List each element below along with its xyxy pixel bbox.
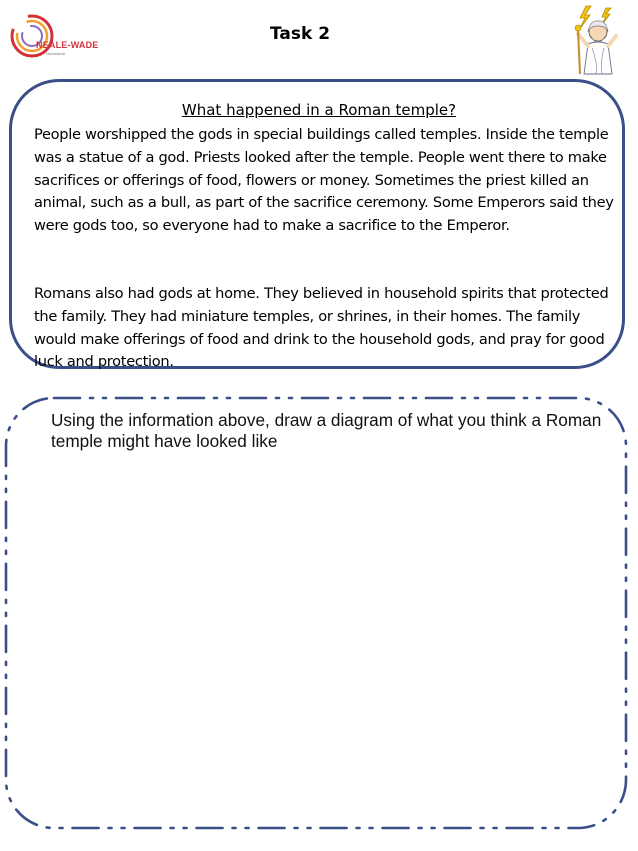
info-paragraph-household-gods: Romans also had gods at home. They believed in household spirits that protected the family. They had miniature temples, or shrines, in their homes. The family would make offerings of food and drink to the household gods, and pray for good luck and protection. bbox=[34, 285, 609, 371]
drawing-area[interactable] bbox=[0, 390, 638, 835]
info-heading: What happened in a Roman temple? bbox=[181, 101, 457, 119]
activity-instructions: Using the information above, draw a diagram of what you think a Roman temple might have looked like bbox=[51, 410, 602, 451]
zeus-illustration-icon bbox=[566, 4, 628, 76]
zeus-illustration bbox=[566, 4, 628, 76]
logo-text: NEALE-WADE bbox=[36, 40, 99, 50]
logo-subtitle: Homework bbox=[46, 51, 66, 56]
school-logo bbox=[6, 10, 99, 60]
task-title: Task 2 bbox=[269, 24, 331, 44]
info-paragraph-temples: People worshipped the gods in special buildings called temples. Inside the temple was a statue of a god. Priests looked after the temple. People went there to make sacrifices or offerings of food, flowers or money. Sometimes the priest killed an animal, such as a bull, as part of the sacrifice ceremony. Some Emperors said they were gods too, so everyone had to make a sacrifice to the Emperor. bbox=[34, 126, 614, 235]
